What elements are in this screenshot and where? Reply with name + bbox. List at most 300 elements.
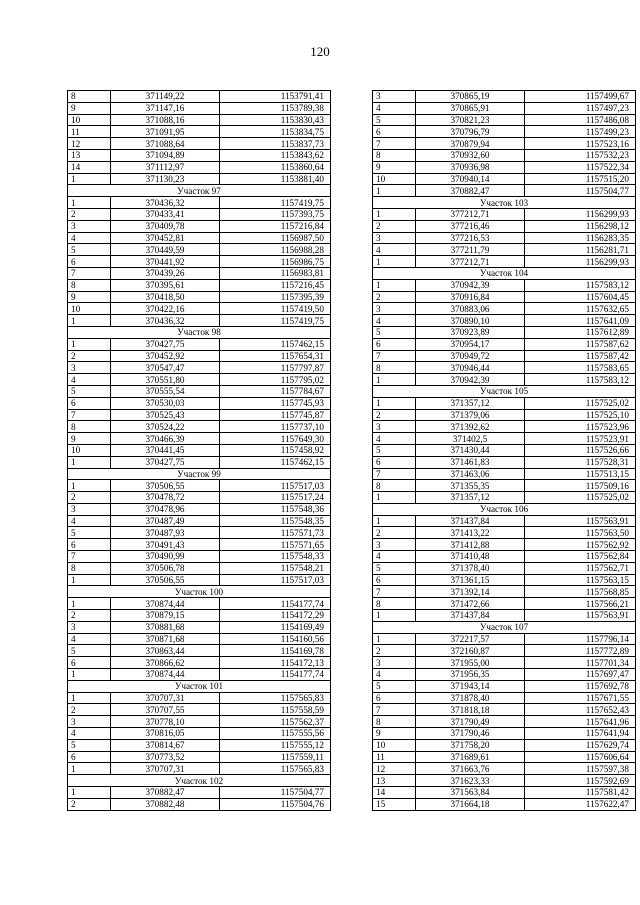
x-coordinate-cell: 370814,67 [111,739,220,751]
x-coordinate-cell: 370778,10 [111,716,220,728]
point-number-cell: 1 [373,515,416,527]
table-row [68,444,331,456]
y-coordinate-cell: 1157566,21 [525,598,636,610]
y-coordinate-cell: 1154160,56 [220,633,331,645]
table-row [373,208,636,220]
y-coordinate-cell: 1157525,02 [525,397,636,409]
point-number-cell: 2 [373,645,416,657]
point-number-cell: 3 [373,539,416,551]
section-header-row [68,586,331,598]
x-coordinate-cell: 370506,55 [111,574,220,586]
y-coordinate-cell: 1157517,03 [220,574,331,586]
y-coordinate-cell: 1157562,92 [525,539,636,551]
table-row [373,232,636,244]
y-coordinate-cell: 1157559,11 [220,751,331,763]
table-row [373,739,636,751]
point-number-cell: 1 [68,787,111,799]
x-coordinate-cell: 370524,22 [111,421,220,433]
x-coordinate-cell: 371437,84 [416,610,525,622]
point-number-cell: 2 [68,704,111,716]
y-coordinate-cell: 1157526,66 [525,444,636,456]
y-coordinate-cell: 1157772,89 [525,645,636,657]
table-row [373,102,636,114]
y-coordinate-cell: 1153789,38 [220,102,331,114]
point-number-cell: 2 [373,220,416,232]
y-coordinate-cell: 1157393,75 [220,208,331,220]
y-coordinate-cell: 1156283,35 [525,232,636,244]
point-number-cell: 5 [68,527,111,539]
point-number-cell: 9 [68,291,111,303]
point-number-cell: 3 [373,657,416,669]
table-row [68,763,331,775]
section-title: Участок 104 [373,267,636,279]
x-coordinate-cell: 370773,52 [111,751,220,763]
point-number-cell: 3 [68,716,111,728]
table-row [373,185,636,197]
table-row [373,657,636,669]
table-row [68,645,331,657]
x-coordinate-cell: 370881,68 [111,621,220,633]
point-number-cell: 10 [373,173,416,185]
y-coordinate-cell: 1157745,93 [220,397,331,409]
point-number-cell: 5 [373,114,416,126]
y-coordinate-cell: 1157548,33 [220,551,331,563]
point-number-cell: 6 [68,751,111,763]
table-row [68,492,331,504]
point-number-cell: 1 [68,763,111,775]
table-row [68,220,331,232]
y-coordinate-cell: 1157515,20 [525,173,636,185]
table-row [373,291,636,303]
y-coordinate-cell: 1157796,14 [525,633,636,645]
y-coordinate-cell: 1153837,73 [220,138,331,150]
table-row [68,739,331,751]
y-coordinate-cell: 1157612,89 [525,326,636,338]
x-coordinate-cell: 370936,98 [416,161,525,173]
y-coordinate-cell: 1157587,62 [525,338,636,350]
point-number-cell: 5 [68,739,111,751]
y-coordinate-cell: 1157562,37 [220,716,331,728]
x-coordinate-cell: 370874,44 [111,598,220,610]
table-row [373,421,636,433]
y-coordinate-cell: 1157462,15 [220,456,331,468]
x-coordinate-cell: 370409,78 [111,220,220,232]
y-coordinate-cell: 1157548,36 [220,503,331,515]
table-row [373,338,636,350]
x-coordinate-cell: 371956,35 [416,669,525,681]
point-number-cell: 1 [68,669,111,681]
table-row [68,456,331,468]
table-row [373,362,636,374]
table-row [68,621,331,633]
x-coordinate-cell: 371149,22 [111,91,220,103]
y-coordinate-cell: 1154177,74 [220,598,331,610]
y-coordinate-cell: 1157629,74 [525,739,636,751]
table-row [68,787,331,799]
point-number-cell: 13 [373,775,416,787]
section-title: Участок 98 [68,326,331,338]
y-coordinate-cell: 1153881,40 [220,173,331,185]
table-row [373,350,636,362]
point-number-cell: 1 [68,338,111,350]
point-number-cell: 8 [68,279,111,291]
table-row [373,397,636,409]
point-number-cell: 14 [373,787,416,799]
y-coordinate-cell: 1157509,16 [525,480,636,492]
x-coordinate-cell: 371818,18 [416,704,525,716]
y-coordinate-cell: 1157571,73 [220,527,331,539]
x-coordinate-cell: 371412,88 [416,539,525,551]
x-coordinate-cell: 371410,48 [416,551,525,563]
point-number-cell: 8 [373,480,416,492]
table-row [373,716,636,728]
table-row [373,763,636,775]
point-number-cell: 6 [68,397,111,409]
table-row [373,704,636,716]
y-coordinate-cell: 1157571,65 [220,539,331,551]
y-coordinate-cell: 1157504,76 [220,798,331,810]
x-coordinate-cell: 377216,46 [416,220,525,232]
y-coordinate-cell: 1157563,50 [525,527,636,539]
x-coordinate-cell: 370954,17 [416,338,525,350]
table-row [373,610,636,622]
x-coordinate-cell: 370796,79 [416,126,525,138]
table-row [68,692,331,704]
y-coordinate-cell: 1157632,65 [525,303,636,315]
table-row [373,562,636,574]
table-row [373,256,636,268]
table-row [373,775,636,787]
y-coordinate-cell: 1156988,28 [220,244,331,256]
y-coordinate-cell: 1157548,21 [220,562,331,574]
y-coordinate-cell: 1157583,65 [525,362,636,374]
point-number-cell: 4 [68,374,111,386]
point-number-cell: 2 [373,409,416,421]
y-coordinate-cell: 1157563,91 [525,610,636,622]
x-coordinate-cell: 371088,16 [111,114,220,126]
table-row [373,527,636,539]
table-row [68,433,331,445]
x-coordinate-cell: 370874,44 [111,669,220,681]
point-number-cell: 9 [68,433,111,445]
point-number-cell: 10 [68,444,111,456]
point-number-cell: 1 [373,492,416,504]
y-coordinate-cell: 1156987,50 [220,232,331,244]
table-row [373,126,636,138]
table-row [68,91,331,103]
point-number-cell: 4 [373,244,416,256]
x-coordinate-cell: 370466,39 [111,433,220,445]
point-number-cell: 7 [373,468,416,480]
y-coordinate-cell: 1157784,67 [220,385,331,397]
y-coordinate-cell: 1157745,87 [220,409,331,421]
table-row [373,551,636,563]
point-number-cell: 11 [373,751,416,763]
y-coordinate-cell: 1157525,02 [525,492,636,504]
x-coordinate-cell: 371955,00 [416,657,525,669]
x-coordinate-cell: 370506,78 [111,562,220,574]
section-title: Участок 100 [68,586,331,598]
y-coordinate-cell: 1153791,41 [220,91,331,103]
table-row [68,315,331,327]
y-coordinate-cell: 1157419,50 [220,303,331,315]
y-coordinate-cell: 1157795,02 [220,374,331,386]
table-row [373,173,636,185]
y-coordinate-cell: 1157563,91 [525,515,636,527]
point-number-cell: 1 [68,574,111,586]
table-row [373,598,636,610]
x-coordinate-cell: 370418,50 [111,291,220,303]
y-coordinate-cell: 1156299,93 [525,208,636,220]
table-row [68,716,331,728]
table-row [68,551,331,563]
x-coordinate-cell: 371091,95 [111,126,220,138]
x-coordinate-cell: 370882,47 [111,787,220,799]
table-row [373,326,636,338]
table-row [68,232,331,244]
y-coordinate-cell: 1157604,45 [525,291,636,303]
table-row [68,126,331,138]
point-number-cell: 6 [373,692,416,704]
section-title: Участок 99 [68,468,331,480]
point-number-cell: 10 [68,114,111,126]
table-row [68,562,331,574]
x-coordinate-cell: 370506,55 [111,480,220,492]
point-number-cell: 3 [68,362,111,374]
table-row [68,539,331,551]
table-row [68,197,331,209]
point-number-cell: 1 [68,197,111,209]
table-row [68,633,331,645]
y-coordinate-cell: 1157641,09 [525,315,636,327]
point-number-cell: 5 [373,562,416,574]
point-number-cell: 6 [68,539,111,551]
point-number-cell: 2 [68,798,111,810]
table-row [373,220,636,232]
x-coordinate-cell: 370879,94 [416,138,525,150]
x-coordinate-cell: 371378,40 [416,562,525,574]
y-coordinate-cell: 1157583,12 [525,374,636,386]
point-number-cell: 3 [373,303,416,315]
y-coordinate-cell: 1156986,75 [220,256,331,268]
table-row [373,669,636,681]
table-row [68,161,331,173]
point-number-cell: 4 [68,728,111,740]
point-number-cell: 5 [373,680,416,692]
point-number-cell: 9 [373,161,416,173]
table-row [373,515,636,527]
point-number-cell: 3 [68,621,111,633]
table-row [373,409,636,421]
x-coordinate-cell: 370487,93 [111,527,220,539]
x-coordinate-cell: 370452,92 [111,350,220,362]
point-number-cell: 1 [68,315,111,327]
table-row [68,409,331,421]
x-coordinate-cell: 370433,41 [111,208,220,220]
table-row [68,138,331,150]
point-number-cell: 7 [68,267,111,279]
section-title: Участок 103 [373,197,636,209]
x-coordinate-cell: 371392,62 [416,421,525,433]
table-row [68,114,331,126]
x-coordinate-cell: 371357,12 [416,397,525,409]
table-row [373,633,636,645]
y-coordinate-cell: 1157532,23 [525,149,636,161]
x-coordinate-cell: 370942,39 [416,279,525,291]
y-coordinate-cell: 1154177,74 [220,669,331,681]
point-number-cell: 10 [373,739,416,751]
x-coordinate-cell: 371088,64 [111,138,220,150]
y-coordinate-cell: 1157701,34 [525,657,636,669]
x-coordinate-cell: 370707,31 [111,763,220,775]
y-coordinate-cell: 1157581,42 [525,787,636,799]
point-number-cell: 2 [68,610,111,622]
table-row [68,574,331,586]
x-coordinate-cell: 377212,71 [416,256,525,268]
x-coordinate-cell: 377212,71 [416,208,525,220]
x-coordinate-cell: 371790,49 [416,716,525,728]
point-number-cell: 1 [373,256,416,268]
x-coordinate-cell: 370436,32 [111,315,220,327]
y-coordinate-cell: 1157583,12 [525,279,636,291]
table-row [373,787,636,799]
table-row [373,798,636,810]
y-coordinate-cell: 1157558,59 [220,704,331,716]
point-number-cell: 5 [373,326,416,338]
x-coordinate-cell: 370439,26 [111,267,220,279]
y-coordinate-cell: 1154169,78 [220,645,331,657]
section-header-row [373,503,636,515]
table-row [68,267,331,279]
point-number-cell: 5 [68,244,111,256]
table-row [68,798,331,810]
point-number-cell: 5 [68,645,111,657]
section-header-row [68,326,331,338]
x-coordinate-cell: 370879,15 [111,610,220,622]
x-coordinate-cell: 370865,91 [416,102,525,114]
table-row [68,610,331,622]
y-coordinate-cell: 1157587,42 [525,350,636,362]
y-coordinate-cell: 1157649,30 [220,433,331,445]
point-number-cell: 6 [68,256,111,268]
table-row [68,362,331,374]
point-number-cell: 2 [373,527,416,539]
table-row [68,173,331,185]
x-coordinate-cell: 371437,84 [416,515,525,527]
x-coordinate-cell: 370940,14 [416,173,525,185]
x-coordinate-cell: 371461,83 [416,456,525,468]
point-number-cell: 1 [68,692,111,704]
point-number-cell: 3 [68,503,111,515]
point-number-cell: 8 [373,149,416,161]
table-row [68,149,331,161]
point-number-cell: 6 [373,338,416,350]
y-coordinate-cell: 1157641,94 [525,728,636,740]
x-coordinate-cell: 370949,72 [416,350,525,362]
point-number-cell: 3 [373,421,416,433]
x-coordinate-cell: 370427,75 [111,338,220,350]
point-number-cell: 8 [373,716,416,728]
point-number-cell: 5 [373,444,416,456]
y-coordinate-cell: 1157562,84 [525,551,636,563]
section-header-row [68,468,331,480]
x-coordinate-cell: 370478,96 [111,503,220,515]
point-number-cell: 4 [373,102,416,114]
y-coordinate-cell: 1157522,34 [525,161,636,173]
y-coordinate-cell: 1157513,15 [525,468,636,480]
x-coordinate-cell: 371472,66 [416,598,525,610]
table-row [373,468,636,480]
y-coordinate-cell: 1157737,10 [220,421,331,433]
x-coordinate-cell: 371663,76 [416,763,525,775]
x-coordinate-cell: 371361,15 [416,574,525,586]
x-coordinate-cell: 370707,55 [111,704,220,716]
x-coordinate-cell: 377211,79 [416,244,525,256]
y-coordinate-cell: 1157597,38 [525,763,636,775]
y-coordinate-cell: 1157525,10 [525,409,636,421]
x-coordinate-cell: 370555,54 [111,385,220,397]
x-coordinate-cell: 371094,89 [111,149,220,161]
y-coordinate-cell: 1157562,71 [525,562,636,574]
point-number-cell: 8 [373,362,416,374]
table-row [373,751,636,763]
table-row [373,539,636,551]
y-coordinate-cell: 1153843,62 [220,149,331,161]
point-number-cell: 1 [373,397,416,409]
point-number-cell: 4 [68,515,111,527]
x-coordinate-cell: 370441,45 [111,444,220,456]
x-coordinate-cell: 370883,06 [416,303,525,315]
point-number-cell: 7 [373,704,416,716]
y-coordinate-cell: 1157697,47 [525,669,636,681]
x-coordinate-cell: 370487,49 [111,515,220,527]
x-coordinate-cell: 370932,60 [416,149,525,161]
point-number-cell: 14 [68,161,111,173]
x-coordinate-cell: 371392,14 [416,586,525,598]
x-coordinate-cell: 370923,89 [416,326,525,338]
x-coordinate-cell: 370491,43 [111,539,220,551]
y-coordinate-cell: 1157563,15 [525,574,636,586]
table-row [68,669,331,681]
y-coordinate-cell: 1156983,81 [220,267,331,279]
point-number-cell: 1 [68,173,111,185]
point-number-cell: 1 [373,279,416,291]
y-coordinate-cell: 1156299,93 [525,256,636,268]
y-coordinate-cell: 1157504,77 [525,185,636,197]
y-coordinate-cell: 1157641,96 [525,716,636,728]
x-coordinate-cell: 371130,23 [111,173,220,185]
table-row [373,149,636,161]
table-row [373,680,636,692]
page-number: 120 [310,44,330,59]
table-row [68,397,331,409]
y-coordinate-cell: 1157395,39 [220,291,331,303]
x-coordinate-cell: 377216,53 [416,232,525,244]
point-number-cell: 1 [68,598,111,610]
x-coordinate-cell: 371623,33 [416,775,525,787]
x-coordinate-cell: 371563,84 [416,787,525,799]
table-row [373,574,636,586]
y-coordinate-cell: 1157499,23 [525,126,636,138]
point-number-cell: 2 [68,350,111,362]
table-row [373,279,636,291]
table-row [68,704,331,716]
point-number-cell: 2 [373,291,416,303]
x-coordinate-cell: 371943,14 [416,680,525,692]
x-coordinate-cell: 372160,87 [416,645,525,657]
x-coordinate-cell: 370863,44 [111,645,220,657]
x-coordinate-cell: 371357,12 [416,492,525,504]
